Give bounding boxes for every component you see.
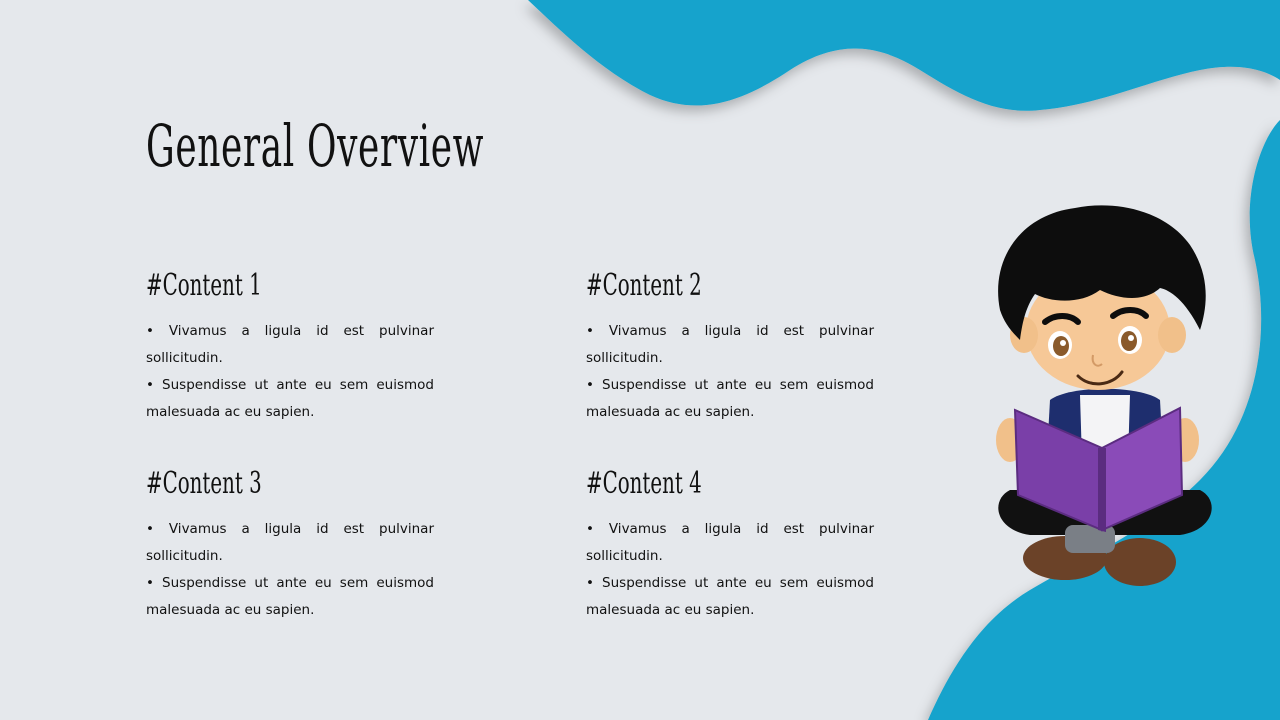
content-bullet: • Suspendisse ut ante eu sem euismod malesuada ac eu sapien. — [146, 575, 434, 618]
content-heading-1: #Content 1 — [146, 268, 262, 303]
top-wave — [528, 0, 1280, 111]
content-heading-4: #Content 4 — [586, 466, 702, 501]
content-block-3 — [146, 466, 434, 624]
content-block-2 — [586, 268, 874, 426]
content-bullet: • Vivamus a ligula id est pulvinar sollicitudin. — [146, 521, 434, 564]
content-bullet: • Vivamus a ligula id est pulvinar sollicitudin. — [146, 323, 434, 366]
content-heading-2: #Content 2 — [586, 268, 702, 303]
boy-reading-book-illustration — [980, 190, 1230, 610]
content-block-4 — [586, 466, 874, 624]
content-bullet: • Vivamus a ligula id est pulvinar sollicitudin. — [586, 323, 874, 366]
content-block-1 — [146, 268, 434, 426]
content-bullet: • Vivamus a ligula id est pulvinar sollicitudin. — [586, 521, 874, 564]
content-bullet: • Suspendisse ut ante eu sem euismod malesuada ac eu sapien. — [146, 377, 434, 420]
content-bullet: • Suspendisse ut ante eu sem euismod malesuada ac eu sapien. — [586, 377, 874, 420]
content-heading-3: #Content 3 — [146, 466, 262, 501]
page-title: General Overview — [146, 112, 485, 180]
content-bullet: • Suspendisse ut ante eu sem euismod malesuada ac eu sapien. — [586, 575, 874, 618]
